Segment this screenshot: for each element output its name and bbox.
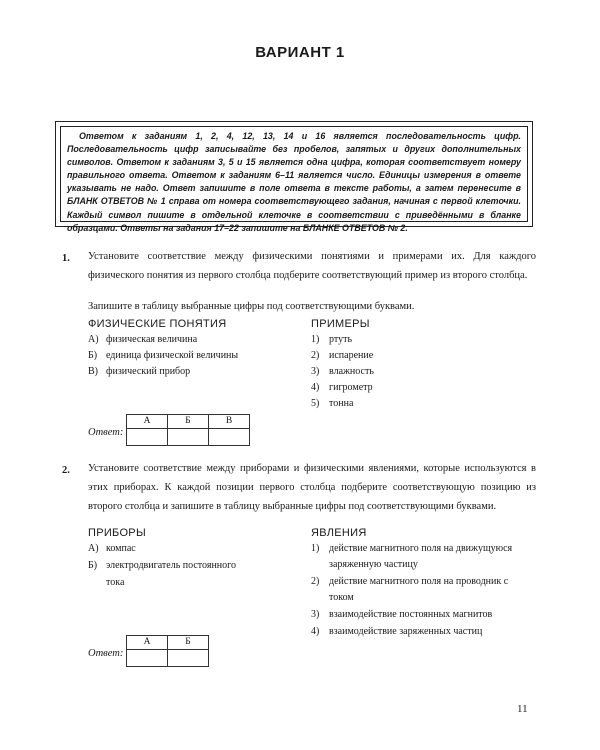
- list-item: 4) взаимодействие заряженных частиц: [311, 626, 483, 637]
- task-1-right-header: ПРИМЕРЫ: [311, 318, 370, 330]
- answer-cell[interactable]: [127, 429, 168, 446]
- task-1-left-list: [88, 332, 298, 380]
- task-2-number: 2.: [62, 465, 70, 476]
- list-item: 3) взаимодействие постоянных магнитов: [311, 609, 493, 620]
- task-2-answer-table: [126, 635, 209, 667]
- list-item: 3) влажность: [311, 366, 374, 377]
- answer-column-header: Б: [168, 636, 209, 650]
- list-item: А) компас: [88, 543, 136, 554]
- task-2-left-header: ПРИБОРЫ: [88, 527, 146, 539]
- list-item: 2) испарение: [311, 350, 374, 361]
- list-item: В) физический прибор: [88, 366, 191, 377]
- task-1-number: 1.: [62, 253, 70, 264]
- instructions-text: Ответом к заданиям 1, 2, 4, 12, 13, 14 и 16 является последовательность цифр. Последовательность цифр записывайте без пробелов, запятых и других дополнительных символов. Ответом к заданиям 3, 5 и 15 является одна цифра, которая соответствует номеру правильного ответа. Ответом к заданиям 6–11 является число. Единицы измерения в ответе указывать не надо. Ответ запишите в поле ответа в тексте работы, а затем перенесите в БЛАНК ОТВЕТОВ № 1 справа от номера соответствующего задания, начиная с первой клеточки. Каждый символ пишите в отдельной клеточке в соответствии с приведёнными в бланке образцами. Ответы на задания 17–22 запишите на БЛАНКЕ ОТВЕТОВ № 2.: [60, 126, 528, 222]
- answer-column-header: В: [209, 415, 250, 429]
- page-number: 11: [517, 703, 528, 715]
- task-1-note: Запишите в таблицу выбранные цифры под соответствующими буквами.: [88, 301, 415, 312]
- task-1-right-list: [311, 332, 531, 412]
- answer-cell[interactable]: [168, 429, 209, 446]
- task-2-answer-label: Ответ:: [88, 648, 124, 659]
- answer-column-header: А: [127, 415, 168, 429]
- list-item: 4) гигрометр: [311, 382, 373, 393]
- list-item: 1) ртуть: [311, 334, 353, 345]
- answer-cell[interactable]: [127, 650, 168, 667]
- task-2-right-list: [311, 541, 533, 640]
- task-1-answer-table: [126, 414, 250, 446]
- answer-cell[interactable]: [209, 429, 250, 446]
- task-2-right-header: ЯВЛЕНИЯ: [311, 527, 367, 539]
- list-item: 5) тонна: [311, 398, 354, 409]
- answer-column-header: Б: [168, 415, 209, 429]
- instructions-box: [55, 121, 533, 233]
- page-title: ВАРИАНТ 1: [255, 44, 345, 61]
- list-item: 1) действие магнитного поля на движущуюся заряженную частицу: [311, 543, 513, 570]
- answer-column-header: А: [127, 636, 168, 650]
- list-item: 2) действие магнитного поля на проводник с током: [311, 576, 509, 603]
- task-2-left-list: [88, 541, 238, 591]
- list-item: А) физическая величина: [88, 334, 198, 345]
- task-1-left-header: ФИЗИЧЕСКИЕ ПОНЯТИЯ: [88, 318, 227, 330]
- answer-cell[interactable]: [168, 650, 209, 667]
- list-item: Б) единица физической величины: [88, 350, 239, 361]
- task-2-text: Установите соответствие между приборами и физическими явлениями, которые используются в этих приборах. К каждой позиции первого столбца подберите соответствующую позицию из второго столбца и запишите в таблицу выбранные цифры под соответствующими буквами.: [88, 463, 536, 512]
- task-1-answer-label: Ответ:: [88, 427, 124, 438]
- list-item: Б) электродвигатель постоянного тока: [88, 560, 237, 588]
- task-1-text: Установите соответствие между физическими понятиями и примерами их. Для каждого физического понятия из первого столбца подберите соответствующий пример из второго столбца.: [88, 251, 536, 281]
